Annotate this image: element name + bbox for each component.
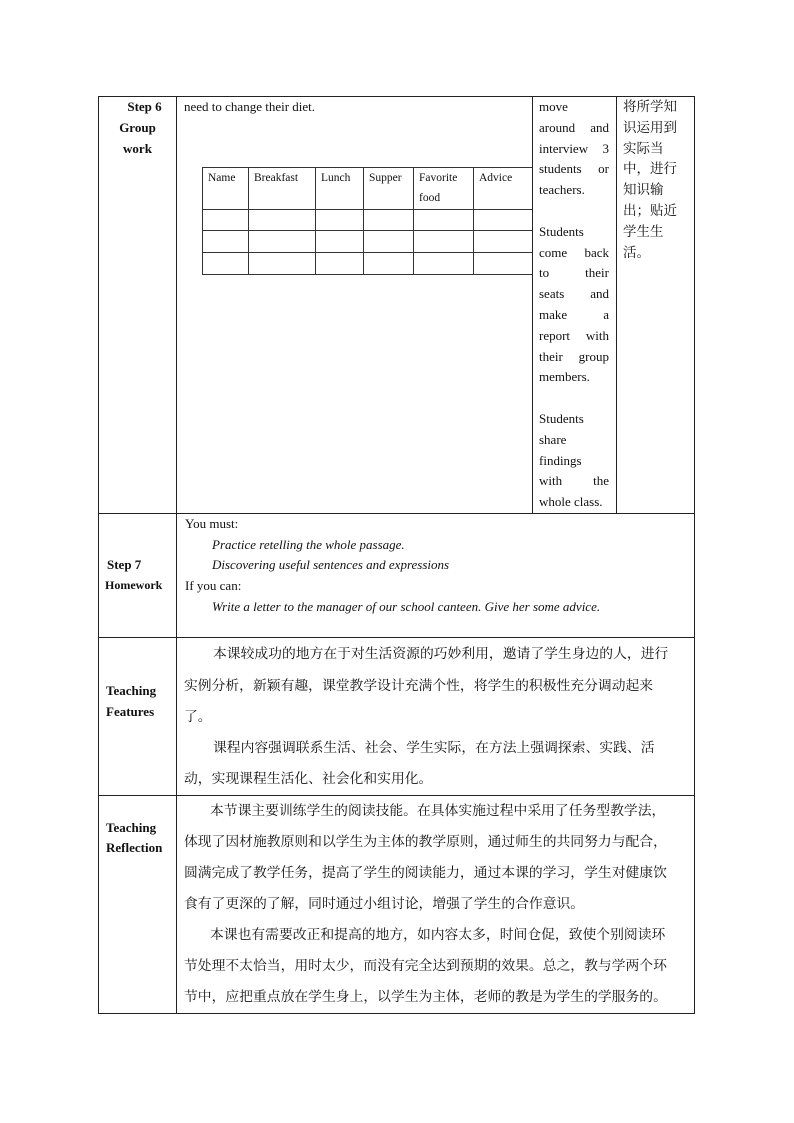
activity-line: seats and — [539, 286, 609, 301]
purpose-line: 出；贴近 — [623, 203, 677, 219]
activity-column-divider — [532, 96, 533, 514]
homework-line-must: You must: — [185, 516, 239, 531]
purpose-line: 中，进行 — [623, 161, 677, 177]
features-line: 动，实现课程生活化、社会化和实用化。 — [184, 771, 433, 787]
activity-line: findings — [539, 453, 582, 468]
features-line: 实例分析，新颖有趣，课堂教学设计充满个性，将学生的积极性充分调动起来 — [184, 678, 654, 694]
survey-table-row-line — [202, 230, 532, 231]
purpose-line: 活。 — [623, 245, 650, 261]
purpose-line: 学生生 — [623, 224, 664, 240]
activity-line: with the — [539, 473, 609, 488]
survey-table-col-line — [363, 167, 364, 275]
survey-table-col-line — [248, 167, 249, 275]
features-label-line: Teaching — [106, 683, 157, 698]
table-border-left — [98, 96, 99, 1014]
activity-line: whole class. — [539, 494, 603, 509]
reflection-line: 节中，应把重点放在学生身上，以学生为主体，老师的教是为学生的学服务的。 — [184, 989, 667, 1005]
reflection-line: 体现了因材施教原则和以学生为主体的教学原则，通过师生的共同努力与配合， — [184, 834, 667, 850]
activity-line: share — [539, 432, 567, 447]
survey-table-row-line — [202, 252, 532, 253]
survey-table-col-line — [315, 167, 316, 275]
activity-line: members. — [539, 369, 590, 384]
activity-line: make a — [539, 307, 609, 322]
homework-line-can: If you can: — [185, 578, 242, 593]
reflection-line: 本课也有需要改正和提高的地方，如内容太多，时间仓促，致使个别阅读环 — [210, 927, 666, 943]
survey-table-col-line — [473, 167, 474, 275]
survey-header-favorite: Favorite — [419, 172, 458, 184]
purpose-line: 识运用到 — [623, 120, 677, 136]
step6-label-line: work — [123, 141, 152, 156]
survey-header-name: Name — [208, 172, 236, 184]
row-divider-features — [98, 637, 695, 638]
activity-line: around and — [539, 120, 609, 135]
reflection-line: 圆满完成了教学任务，提高了学生的阅读能力，通过本课的学习，学生对健康饮 — [184, 865, 667, 881]
survey-table-row-line — [202, 209, 532, 210]
reflection-label-line: Teaching — [106, 820, 157, 835]
purpose-line: 实际当 — [623, 141, 664, 157]
row-divider-reflection — [98, 795, 695, 796]
step7-label-line: Step 7 — [107, 557, 142, 572]
reflection-line: 食有了更深的了解，同时通过小组讨论，增强了学生的合作意识。 — [184, 896, 585, 912]
activity-line: students or — [539, 161, 609, 176]
survey-header-favorite: food — [419, 192, 441, 204]
label-column-divider — [176, 96, 177, 1014]
survey-table-border-bottom — [202, 274, 532, 275]
survey-table-col-line — [202, 167, 203, 275]
activity-line: teachers. — [539, 182, 585, 197]
step7-label-line: Homework — [105, 578, 163, 592]
homework-line-retell: Practice retelling the whole passage. — [212, 537, 405, 552]
features-line: 课程内容强调联系生活、社会、学生实际，在方法上强调探索、实践、活 — [213, 740, 655, 756]
table-border-right — [694, 96, 695, 1014]
homework-line-discover: Discovering useful sentences and expressions — [212, 557, 450, 572]
step6-label-line: Step 6 — [127, 99, 162, 114]
survey-header-lunch: Lunch — [321, 172, 351, 184]
activity-line: Students — [539, 411, 584, 426]
table-border-bottom — [98, 1013, 695, 1014]
activity-line: their group — [539, 349, 609, 364]
homework-line-letter: Write a letter to the manager of our school canteen. Give her some advice. — [212, 599, 601, 614]
features-line: 了。 — [184, 709, 212, 725]
survey-header-supper: Supper — [369, 172, 402, 184]
activity-line: report with — [539, 328, 609, 343]
activity-line: move — [539, 99, 568, 114]
activity-line: come back — [539, 245, 609, 260]
features-label-line: Features — [106, 704, 155, 719]
survey-header-advice: Advice — [479, 172, 513, 184]
step6-content-text: need to change their diet. — [184, 99, 316, 114]
reflection-label-line: Reflection — [106, 840, 163, 855]
activity-line: to their — [539, 265, 609, 280]
survey-table-col-line — [413, 167, 414, 275]
survey-header-breakfast: Breakfast — [254, 172, 299, 184]
reflection-line: 本节课主要训练学生的阅读技能。在具体实施过程中采用了任务型教学法， — [210, 803, 666, 819]
purpose-column-divider — [616, 96, 617, 514]
survey-table — [202, 167, 532, 275]
step6-label-line: Group — [119, 120, 156, 135]
activity-line: interview 3 — [539, 141, 609, 156]
purpose-line: 将所学知 — [623, 99, 677, 115]
purpose-line: 知识输 — [623, 182, 664, 198]
features-line: 本课较成功的地方在于对生活资源的巧妙利用，邀请了学生身边的人，进行 — [213, 646, 669, 662]
reflection-line: 节处理不太恰当，用时太少，而没有完全达到预期的效果。总之，教与学两个环 — [184, 958, 667, 974]
activity-line: Students — [539, 224, 584, 239]
